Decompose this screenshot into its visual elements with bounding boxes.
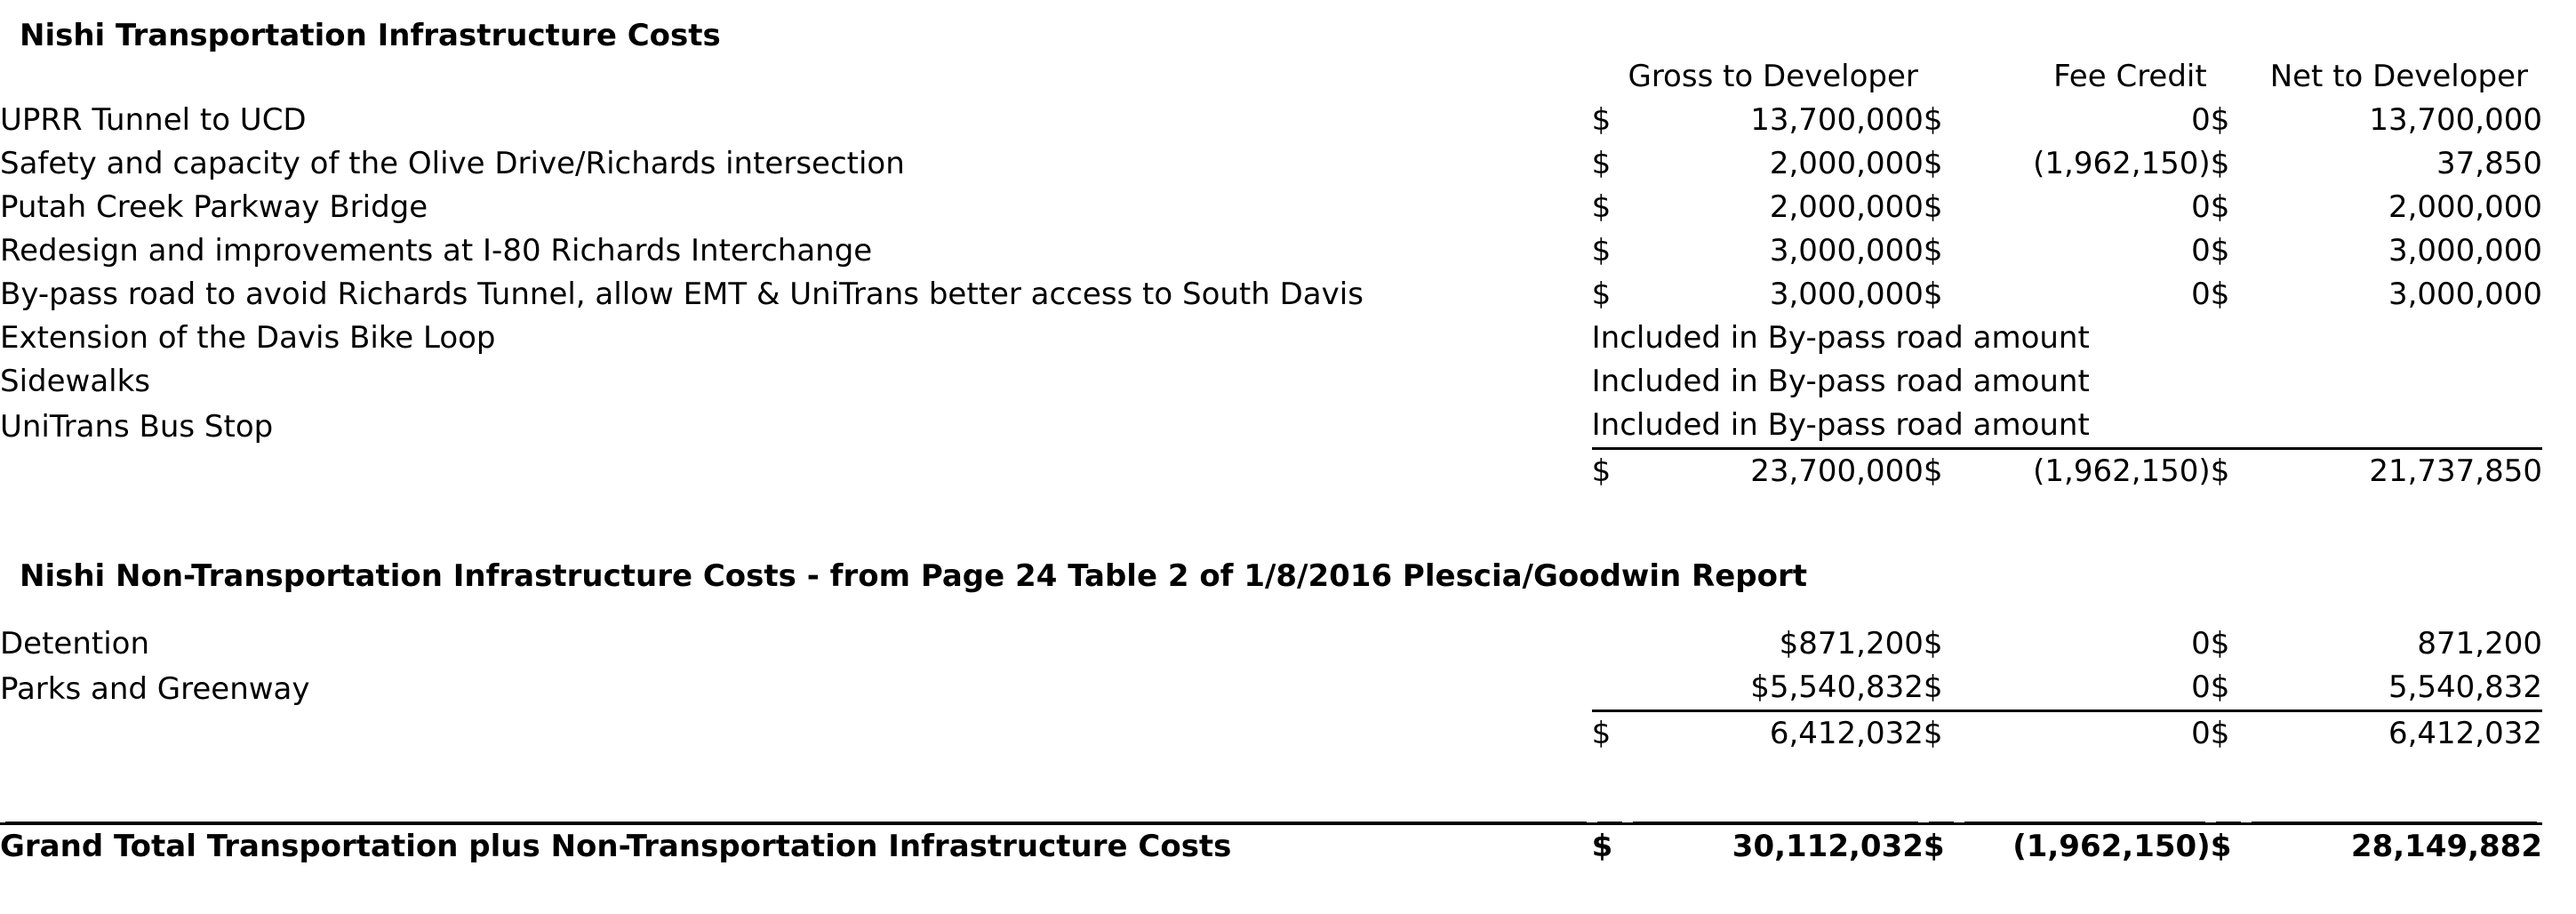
header-fee-credit: Fee Credit [2053, 59, 2207, 94]
table-row-included [0, 360, 2542, 404]
total-net: 21,737,850 [2369, 453, 2542, 489]
currency-symbol: $ [1591, 189, 1612, 225]
currency-symbol: $ [1923, 189, 1943, 225]
row-net: 871,200 [2417, 626, 2542, 661]
header-gross-to-developer: Gross to Developer [1628, 59, 1918, 94]
header-sym3 [2211, 55, 2246, 99]
row-credit: (1,962,150) [2033, 146, 2211, 181]
grand-total-row [0, 824, 2542, 870]
table-total-row [0, 711, 2542, 757]
currency-symbol: $ [1923, 716, 1943, 751]
row-label: By-pass road to avoid Richards Tunnel, allow EMT & UniTrans better access to South Davis [0, 277, 1364, 312]
currency-symbol: $ [1591, 146, 1612, 181]
row-gross: $5,540,832 [1628, 666, 1924, 711]
currency-symbol: $ [1923, 146, 1943, 181]
currency-symbol: $ [2211, 824, 2246, 870]
row-label: Sidewalks [0, 364, 151, 399]
row-gross: 3,000,000 [1769, 233, 1924, 269]
table-row [0, 186, 2542, 229]
row-gross: 13,700,000 [1750, 102, 1924, 138]
table-row [0, 622, 2542, 666]
transportation-cost-table [0, 55, 2542, 493]
grand-total-credit: (1,962,150) [1959, 824, 2210, 870]
currency-symbol: $ [1923, 102, 1943, 138]
row-credit: 0 [1959, 666, 2210, 711]
table-row-included [0, 404, 2542, 449]
table-row [0, 142, 2542, 186]
total-credit: (1,962,150) [2033, 453, 2211, 489]
row-credit: 0 [2191, 189, 2211, 225]
currency-symbol: $ [2210, 626, 2230, 661]
currency-symbol: $ [1591, 102, 1612, 138]
row-net: 2,000,000 [2388, 189, 2542, 225]
currency-symbol: $ [2210, 716, 2230, 751]
currency-symbol: $ [1592, 824, 1628, 870]
currency-symbol: $ [2211, 666, 2246, 711]
currency-symbol: $ [1591, 233, 1612, 269]
total-credit: 0 [2191, 716, 2211, 751]
currency-symbol: $ [2210, 233, 2230, 269]
currency-symbol: $ [2210, 453, 2230, 489]
table-row [0, 99, 2542, 142]
total-label [0, 711, 1592, 757]
table-header-row [0, 55, 2542, 99]
grand-total-table [0, 822, 2542, 869]
header-blank [0, 55, 1592, 99]
currency-symbol: $ [1923, 233, 1943, 269]
grand-total-label: Grand Total Transportation plus Non-Transportation Infrastructure Costs [0, 824, 1592, 870]
currency-symbol: $ [1923, 277, 1943, 312]
currency-symbol: $ [2210, 146, 2230, 181]
total-label [0, 449, 1592, 494]
row-credit: 0 [2191, 626, 2211, 661]
total-net: 6,412,032 [2388, 716, 2542, 751]
row-net: 3,000,000 [2388, 233, 2542, 269]
currency-symbol: $ [1591, 453, 1612, 489]
row-label: Safety and capacity of the Olive Drive/Richards intersection [0, 146, 905, 181]
currency-symbol: $ [2210, 277, 2230, 312]
row-label: Parks and Greenway [0, 670, 310, 707]
header-sym1 [1592, 55, 1628, 99]
row-label: Detention [0, 626, 150, 661]
currency-symbol: $ [1591, 277, 1612, 312]
row-credit: 0 [2191, 102, 2211, 138]
row-label: UPRR Tunnel to UCD [0, 102, 307, 138]
row-credit: 0 [2191, 233, 2211, 269]
row-label: UniTrans Bus Stop [0, 408, 274, 445]
currency-symbol: $ [2210, 189, 2230, 225]
row-net: 3,000,000 [2388, 277, 2542, 312]
table-row [0, 273, 2542, 317]
currency-symbol: $ [1591, 716, 1612, 751]
header-sym2 [1924, 55, 1959, 99]
currency-symbol-blank [1592, 622, 1628, 666]
table-row [0, 229, 2542, 273]
currency-symbol: $ [2210, 102, 2230, 138]
row-net: 5,540,832 [2246, 666, 2542, 711]
row-net: 37,850 [2436, 146, 2542, 181]
total-gross: 23,700,000 [1750, 453, 1924, 489]
table-total-row [0, 449, 2542, 494]
row-label: Redesign and improvements at I-80 Richards Interchange [0, 233, 873, 269]
table-row-included [0, 317, 2542, 360]
currency-symbol: $ [1923, 453, 1943, 489]
row-gross: $871,200 [1779, 626, 1924, 661]
currency-symbol: $ [1923, 626, 1943, 661]
row-label: Extension of the Davis Bike Loop [0, 320, 496, 356]
header-net-to-developer: Net to Developer [2269, 59, 2528, 94]
grand-total-net: 28,149,882 [2246, 824, 2542, 870]
grand-total-gross: 30,112,032 [1628, 824, 1924, 870]
total-gross: 6,412,032 [1769, 716, 1924, 751]
non-transportation-cost-table [0, 622, 2542, 756]
row-net: 13,700,000 [2369, 102, 2542, 138]
currency-symbol-blank [1592, 666, 1628, 711]
row-gross: 2,000,000 [1769, 146, 1924, 181]
row-gross: 3,000,000 [1769, 277, 1924, 312]
row-label: Putah Creek Parkway Bridge [0, 189, 428, 225]
currency-symbol: $ [1924, 666, 1959, 711]
row-note: Included in By-pass road amount [1592, 404, 2542, 449]
transportation-section-title: Nishi Transportation Infrastructure Costs [20, 18, 721, 53]
row-gross: 2,000,000 [1769, 189, 1924, 225]
non-transportation-section-title: Nishi Non-Transportation Infrastructure Costs - from Page 24 Table 2 of 1/8/2016 Plescia/Goodwin Report [20, 558, 1807, 594]
row-note: Included in By-pass road amount [1591, 364, 2090, 399]
table-row [0, 666, 2542, 711]
currency-symbol: $ [1924, 824, 1959, 870]
row-note: Included in By-pass road amount [1591, 320, 2090, 356]
row-credit: 0 [2191, 277, 2211, 312]
